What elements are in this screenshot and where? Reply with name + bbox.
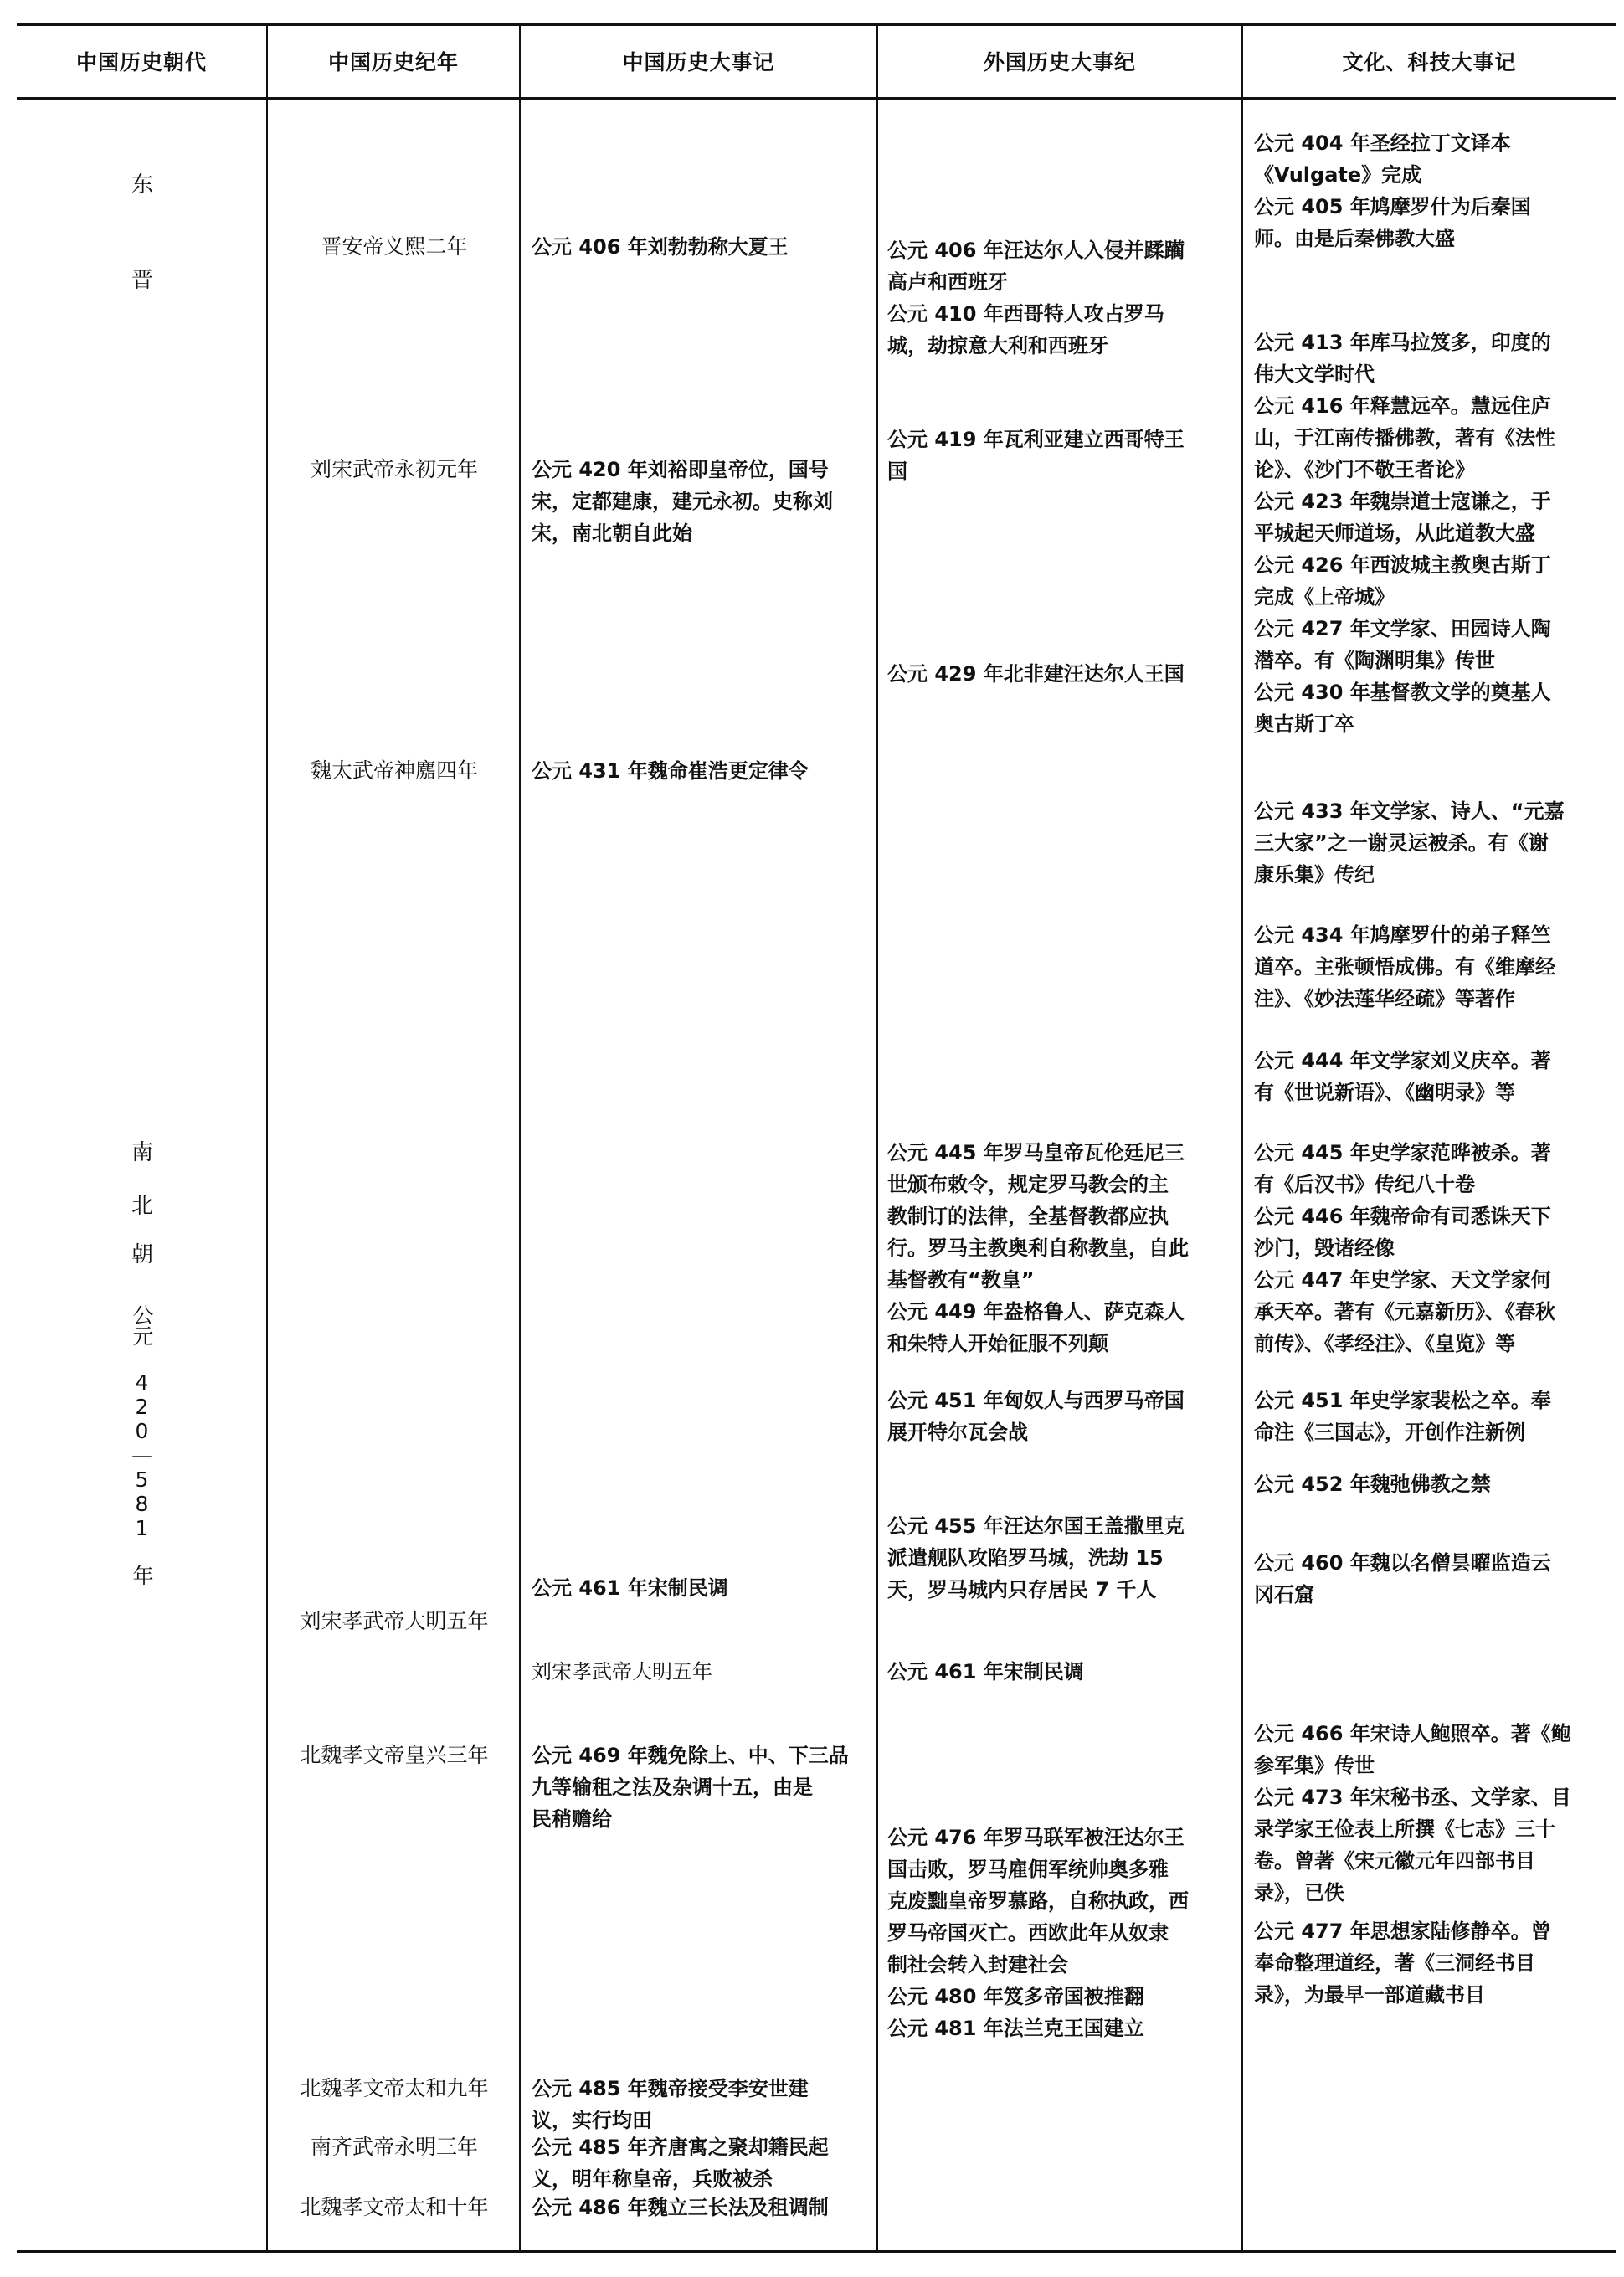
foreign-event-line: 国击败，罗马雇佣军统帅奥多雅 xyxy=(887,1858,1169,1881)
china-event xyxy=(532,1740,871,1835)
foreign-event xyxy=(887,658,1237,690)
culture-event-line: 前传》、《孝经注》、《皇览》等 xyxy=(1254,1332,1515,1355)
culture-event xyxy=(1254,1468,1612,1500)
china-event xyxy=(532,2073,871,2136)
reign-3: 魏太武帝神䴥四年 xyxy=(310,758,478,783)
china-event-line: 公元 469 年魏免除上、中、下三品 xyxy=(532,1744,849,1767)
dynasty-nanbei-3: 朝 xyxy=(131,1242,153,1267)
culture-event-line: 公元 416 年释慧远卒。慧远住庐 xyxy=(1254,394,1551,418)
foreign-event-line: 公元 449 年盎格鲁人、萨克森人 xyxy=(887,1300,1185,1324)
culture-event xyxy=(1254,919,1612,1015)
culture-event-line: 公元 430 年基督教文学的奠基人 xyxy=(1254,681,1551,704)
culture-event-line: 平城起天师道场，从此道教大盛 xyxy=(1254,522,1535,545)
reign-2: 刘宋武帝永初元年 xyxy=(310,457,478,481)
history-table xyxy=(17,23,1616,2254)
dynasty-jin-2: 晋 xyxy=(131,268,153,293)
culture-event-line: 卷。曾著《宋元徽元年四部书目 xyxy=(1254,1849,1535,1873)
culture-event-line: 公元 413 年库马拉笈多，印度的 xyxy=(1254,331,1551,354)
foreign-event-line: 派遣舰队攻陷罗马城，洗劫 15 xyxy=(887,1546,1164,1570)
china-event-line: 宋，定都建康，建元永初。史称刘 xyxy=(532,490,833,513)
culture-event-line: 公元 446 年魏帝命有司悉诛天下 xyxy=(1254,1205,1551,1228)
culture-event-line: 冈石窟 xyxy=(1254,1583,1314,1606)
culture-event xyxy=(1254,1547,1612,1611)
header-reign: 中国历史纪年 xyxy=(327,50,459,75)
culture-event-line: 完成《上帝城》 xyxy=(1254,585,1395,609)
foreign-event-line: 高卢和西班牙 xyxy=(887,270,1008,294)
reign-8: 北魏孝文帝太和十年 xyxy=(300,2195,489,2219)
culture-event-line: 奉命整理道经，著《三洞经书目 xyxy=(1254,1951,1535,1975)
foreign-event-line: 公元 476 年罗马联军被汪达尔王 xyxy=(887,1826,1185,1849)
foreign-event-line: 行。罗马主教奥利自称教皇，自此 xyxy=(887,1236,1189,1260)
col-divider-2 xyxy=(519,23,521,2252)
culture-event xyxy=(1254,1045,1612,1108)
culture-event-line: 公元 426 年西波城主教奥古斯丁 xyxy=(1254,553,1551,577)
culture-event-line: 道卒。主张顿悟成佛。有《维摩经 xyxy=(1254,955,1555,979)
foreign-event xyxy=(887,1385,1237,1448)
culture-event-line: 伟大文学时代 xyxy=(1254,362,1375,386)
dynasty-jin-1: 东 xyxy=(131,172,153,198)
reign-6: 北魏孝文帝太和九年 xyxy=(300,2076,489,2100)
culture-event-line: 公元 451 年史学家裴松之卒。奉 xyxy=(1254,1389,1551,1412)
culture-event-line: 命注《三国志》，开创作注新例 xyxy=(1254,1421,1525,1444)
culture-event-line: 师。由是后秦佛教大盛 xyxy=(1254,227,1455,250)
dynasty-range-text: 公元 420—581 年 xyxy=(130,1304,154,1586)
culture-event-line: 沙门，毁诸经像 xyxy=(1254,1236,1395,1260)
culture-event-line: 《Vulgate》完成 xyxy=(1254,163,1422,187)
china-event xyxy=(532,1572,871,1604)
culture-event-line: 录》，已佚 xyxy=(1254,1881,1344,1904)
culture-event xyxy=(1254,1385,1612,1448)
foreign-event xyxy=(887,1822,1237,2044)
culture-event-line: 公元 427 年文学家、田园诗人陶 xyxy=(1254,617,1551,640)
china-event xyxy=(532,2192,871,2223)
culture-event-line: 参军集》传世 xyxy=(1254,1754,1375,1777)
culture-event xyxy=(1254,1915,1612,2011)
foreign-event-line: 公元 445 年罗马皇帝瓦伦廷尼三 xyxy=(887,1141,1185,1164)
reign-7: 南齐武帝永明三年 xyxy=(310,2135,478,2159)
china-event-line: 刘宋孝武帝大明五年 xyxy=(532,1660,712,1683)
reign-5: 北魏孝文帝皇兴三年 xyxy=(300,1743,489,1767)
china-event-line: 民稍赡给 xyxy=(532,1807,612,1831)
foreign-event-line: 教制订的法律，全基督教都应执 xyxy=(887,1205,1169,1228)
foreign-event-line: 公元 406 年汪达尔人入侵并蹂躏 xyxy=(887,239,1185,262)
culture-event-line: 公元 447 年史学家、天文学家何 xyxy=(1254,1268,1551,1292)
culture-event-line: 公元 452 年魏弛佛教之禁 xyxy=(1254,1473,1491,1496)
foreign-event-line: 和朱特人开始征服不列颠 xyxy=(887,1332,1108,1355)
col-divider-3 xyxy=(876,23,878,2252)
china-event-line: 公元 431 年魏命崔浩更定律令 xyxy=(532,759,809,783)
china-event xyxy=(532,2131,871,2195)
china-event-line: 义，明年称皇帝，兵败被杀 xyxy=(532,2167,773,2191)
foreign-event-line: 基督教有“教皇” xyxy=(887,1268,1035,1292)
culture-event xyxy=(1254,1137,1612,1360)
foreign-event-line: 制社会转入封建社会 xyxy=(887,1953,1068,1976)
china-event xyxy=(532,1656,871,1688)
culture-event-line: 公元 460 年魏以名僧昙曜监造云 xyxy=(1254,1551,1551,1575)
foreign-event-line: 公元 461 年宋制民调 xyxy=(887,1660,1084,1683)
foreign-event-line: 城，劫掠意大利和西班牙 xyxy=(887,334,1108,357)
china-event xyxy=(532,231,871,263)
reign-1: 晋安帝义熙二年 xyxy=(321,234,468,259)
culture-event-line: 论》、《沙门不敬王者论》 xyxy=(1254,458,1475,481)
culture-event xyxy=(1254,1718,1612,1909)
foreign-event-line: 克废黜皇帝罗慕路，自称执政，西 xyxy=(887,1889,1189,1913)
header-foreign-events: 外国历史大事纪 xyxy=(983,50,1136,75)
foreign-event-line: 公元 481 年法兰克王国建立 xyxy=(887,2017,1144,2040)
culture-event-line: 有《后汉书》传纪八十卷 xyxy=(1254,1173,1475,1196)
culture-event-line: 公元 433 年文学家、诗人、“元嘉 xyxy=(1254,799,1565,823)
foreign-event-line: 公元 419 年瓦利亚建立西哥特王 xyxy=(887,428,1185,451)
foreign-event-line: 展开特尔瓦会战 xyxy=(887,1421,1028,1444)
dynasty-range xyxy=(130,1304,155,1586)
china-event-line: 公元 485 年齐唐寓之聚却籍民起 xyxy=(532,2136,829,2159)
foreign-event-line: 公元 429 年北非建汪达尔人王国 xyxy=(887,662,1185,686)
culture-event-line: 潜卒。有《陶渊明集》传世 xyxy=(1254,649,1495,672)
foreign-event-line: 公元 451 年匈奴人与西罗马帝国 xyxy=(887,1389,1185,1412)
china-event xyxy=(532,755,871,787)
culture-event-line: 公元 434 年鸠摩罗什的弟子释竺 xyxy=(1254,923,1551,947)
reign-4: 刘宋孝武帝大明五年 xyxy=(300,1609,489,1633)
culture-event-line: 山，于江南传播佛教，著有《法性 xyxy=(1254,426,1555,450)
culture-event xyxy=(1254,127,1612,254)
culture-event-line: 公元 444 年文学家刘义庆卒。著 xyxy=(1254,1049,1551,1072)
culture-event-line: 有《世说新语》、《幽明录》等 xyxy=(1254,1081,1515,1104)
culture-event-line: 公元 404 年圣经拉丁文译本 xyxy=(1254,131,1511,155)
culture-event-line: 录》，为最早一部道藏书目 xyxy=(1254,1983,1485,2007)
culture-event-line: 公元 445 年史学家范晔被杀。著 xyxy=(1254,1141,1551,1164)
foreign-event-line: 世颁布敕令，规定罗马教会的主 xyxy=(887,1173,1169,1196)
china-event-line: 议，实行均田 xyxy=(532,2109,652,2132)
china-event-line: 公元 461 年宋制民调 xyxy=(532,1576,728,1600)
culture-event-line: 奥古斯丁卒 xyxy=(1254,712,1354,736)
culture-event xyxy=(1254,795,1612,891)
foreign-event xyxy=(887,1656,1237,1688)
culture-event-line: 承天卒。著有《元嘉新历》、《春秋 xyxy=(1254,1300,1555,1324)
china-event-line: 公元 420 年刘裕即皇帝位，国号 xyxy=(532,458,829,481)
culture-event-line: 公元 466 年宋诗人鲍照卒。著《鲍 xyxy=(1254,1722,1571,1745)
bottom-rule xyxy=(17,2250,1616,2253)
foreign-event-line: 公元 480 年笈多帝国被推翻 xyxy=(887,1985,1144,2008)
foreign-event-line: 天，罗马城内只存居民 7 千人 xyxy=(887,1578,1157,1601)
culture-event-line: 公元 423 年魏崇道士寇谦之，于 xyxy=(1254,490,1551,513)
china-event-line: 公元 406 年刘勃勃称大夏王 xyxy=(532,235,789,259)
china-event-line: 宋，南北朝自此始 xyxy=(532,522,692,545)
foreign-event xyxy=(887,1510,1237,1606)
culture-event-line: 注》、《妙法莲华经疏》等著作 xyxy=(1254,987,1515,1010)
col-divider-4 xyxy=(1241,23,1243,2252)
culture-event-line: 公元 473 年宋秘书丞、文学家、目 xyxy=(1254,1786,1571,1809)
culture-event xyxy=(1254,326,1612,740)
culture-event-line: 录学家王俭表上所撰《七志》三十 xyxy=(1254,1817,1555,1841)
dynasty-nanbei-2: 北 xyxy=(131,1194,153,1219)
china-event-line: 九等输租之法及杂调十五，由是 xyxy=(532,1776,813,1799)
foreign-event-line: 公元 455 年汪达尔国王盖撒里克 xyxy=(887,1514,1185,1538)
foreign-event-line: 国 xyxy=(887,460,907,483)
culture-event-line: 三大家”之一谢灵运被杀。有《谢 xyxy=(1254,831,1549,855)
foreign-event xyxy=(887,1137,1237,1360)
dynasty-nanbei-1: 南 xyxy=(131,1140,153,1165)
foreign-event xyxy=(887,234,1237,362)
china-event-line: 公元 486 年魏立三长法及租调制 xyxy=(532,2196,829,2219)
culture-event-line: 康乐集》传纪 xyxy=(1254,863,1375,887)
foreign-event-line: 罗马帝国灭亡。西欧此年从奴隶 xyxy=(887,1921,1169,1945)
china-event xyxy=(532,454,871,549)
header-china-events: 中国历史大事记 xyxy=(622,50,775,75)
foreign-event-line: 公元 410 年西哥特人攻占罗马 xyxy=(887,302,1164,326)
header-culture-events: 文化、科技大事记 xyxy=(1342,50,1517,75)
china-event-line: 公元 485 年魏帝接受李安世建 xyxy=(532,2077,809,2100)
foreign-event xyxy=(887,424,1237,487)
header-dynasty: 中国历史朝代 xyxy=(75,50,207,75)
culture-event-line: 公元 477 年思想家陆修静卒。曾 xyxy=(1254,1920,1551,1943)
culture-event-line: 公元 405 年鸠摩罗什为后秦国 xyxy=(1254,195,1531,218)
